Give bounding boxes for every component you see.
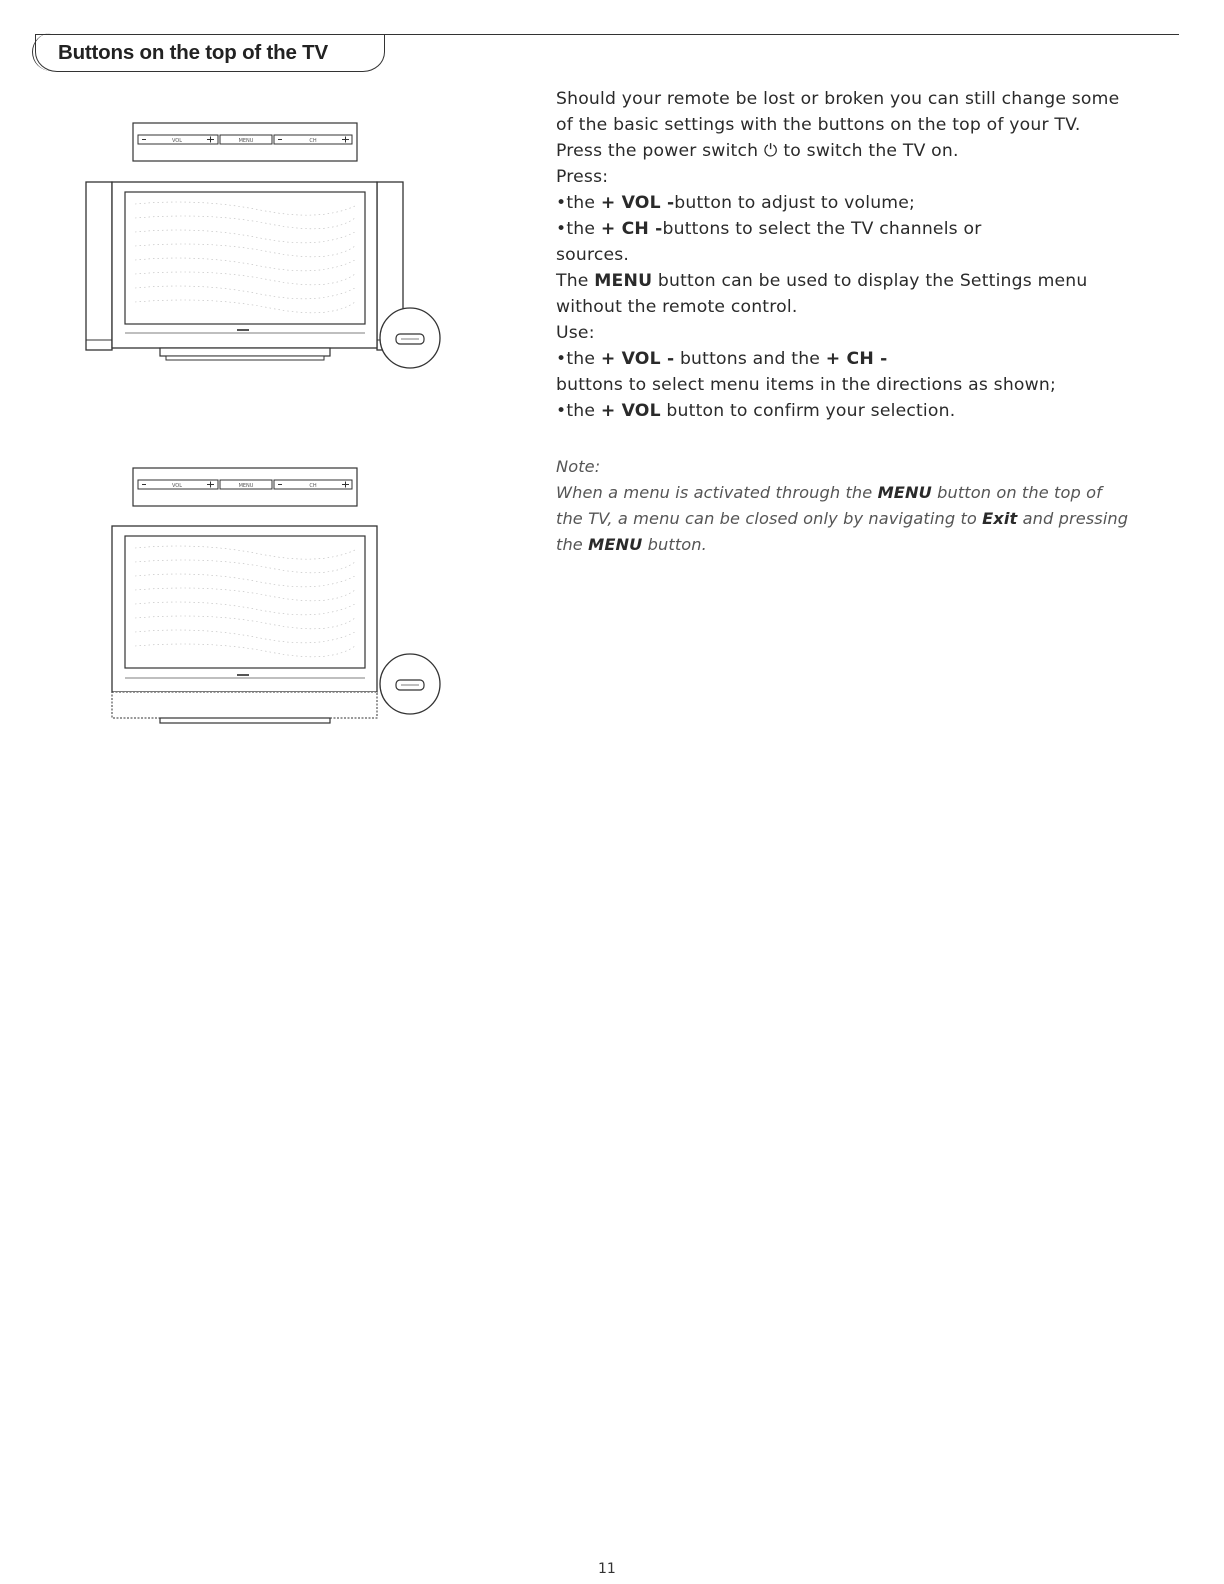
note-line-1: When a menu is activated through the MENU button on the top of [556,483,1102,502]
bullet-vol: •the + VOL -button to adjust to volume; [556,193,916,213]
tv-illustration-without-speakers [80,462,450,742]
panel-ch-label: CH [309,138,317,144]
tv-base [112,692,377,718]
ch-key: + CH - [600,219,663,239]
left-speaker [86,182,112,350]
tv-illustration-with-speakers [80,118,450,378]
instructions-text [556,86,1176,424]
tv-stand-2 [160,718,330,723]
control-panel-detail [133,123,357,161]
bullet-ch-continued: sources. [556,245,630,265]
bullet-navigate-continued: buttons to select menu items in the directions as shown; [556,375,1056,395]
note-block [556,454,1176,558]
panel-ch-label-2: CH [309,483,317,489]
bullet-confirm: •the + VOL button to confirm your selection. [556,401,956,421]
press-label: Press: [556,167,609,187]
tv-stand [160,348,330,356]
note-label: Note: [556,457,601,476]
menu-key: MENU [594,271,653,291]
menu-line: The MENU button can be used to display the Settings menu [556,271,1088,291]
intro-line-1: Should your remote be lost or broken you can still change some [556,89,1120,109]
menu-line-continued: without the remote control. [556,297,798,317]
panel-menu-label: MENU [238,138,254,144]
note-line-2: the TV, a menu can be closed only by navigating to Exit and pressing [556,509,1129,528]
control-panel-detail-2 [133,468,357,506]
bullet-ch: •the + CH -buttons to select the TV channels or [556,219,982,239]
panel-vol-label-2: VOL [171,483,183,489]
panel-vol-label: VOL [171,138,183,144]
use-label: Use: [556,323,595,343]
bullet-navigate: •the + VOL - buttons and the + CH - [556,349,888,369]
page-number: 11 [598,1561,616,1577]
panel-menu-label-2: MENU [238,483,254,489]
note-line-3: the MENU button. [556,535,707,554]
tv-screen-2 [125,536,365,668]
tv-screen [125,192,365,324]
vol-key: + VOL - [600,193,675,213]
intro-line-2: of the basic settings with the buttons on the top of your TV. [556,115,1081,135]
header-rule [375,34,1179,35]
intro-line-3: Press the power switch ⏻ to switch the TV on. [556,141,959,161]
section-title: Buttons on the top of the TV [58,41,328,64]
